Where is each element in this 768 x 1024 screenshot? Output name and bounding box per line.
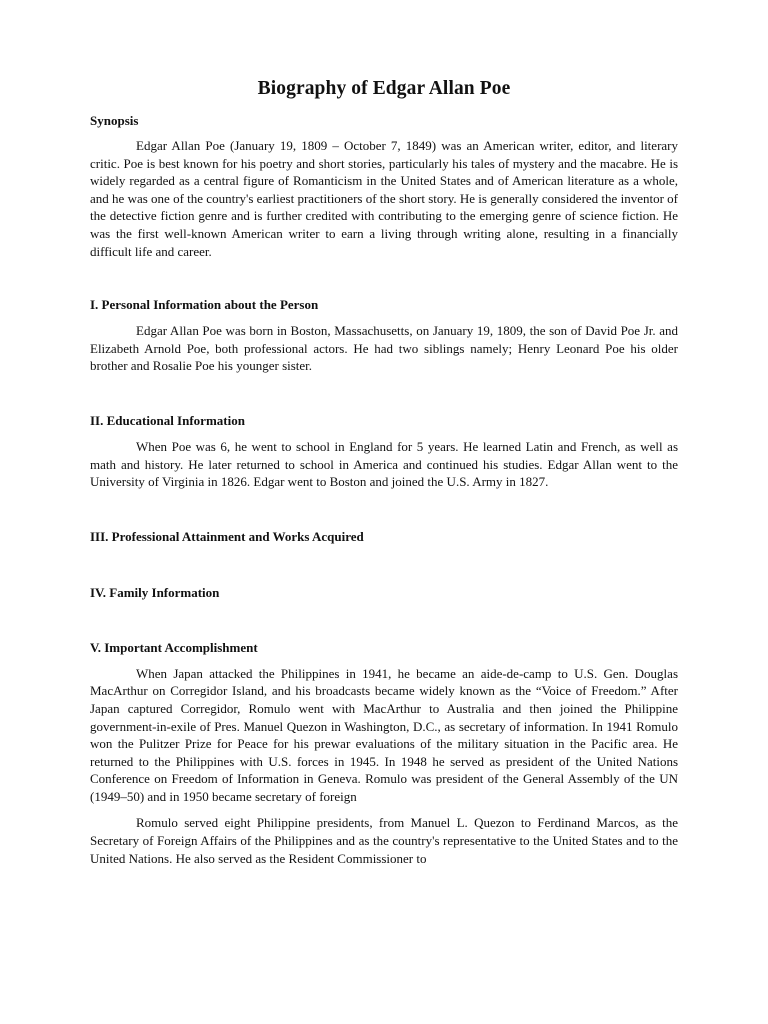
paragraph-personal-information: Edgar Allan Poe was born in Boston, Massachusetts, on January 19, 1809, the son of David Poe Jr. and Elizabeth Arnold Poe, both professional actors. He had two siblings namely; Henry Leonard Poe his older brother and Rosalie Poe his younger sister.	[90, 323, 678, 374]
section-heading-synopsis: Synopsis	[90, 113, 139, 128]
paragraph-educational-information: When Poe was 6, he went to school in England for 5 years. He learned Latin and French, as well as math and history. He later returned to school in America and continued his studies. Edgar Allan went to the University of Virginia in 1826. Edgar went to Boston and joined the U.S. Army in 1827.	[90, 438, 678, 490]
document-title: Biography of Edgar Allan Poe	[257, 78, 511, 99]
section-heading-family-information: IV. Family Information	[90, 584, 220, 600]
section-important-accomplishment	[90, 639, 678, 868]
section-heading-professional-attainment: III. Professional Attainment and Works Acquired	[90, 528, 364, 544]
section-personal-information	[90, 296, 678, 375]
paragraph-accomplishment-1: When Japan attacked the Philippines in 1941, he became an aide-de-camp to U.S. Gen. Douglas MacArthur on Corregidor Island, and his broadcasts became widely known as the “Voice of Freedom.” After Japan captured Corregidor, Romulo went with MacArthur to Australia and then joined the Philippine government-in-exile of Pres. Manuel Quezon in Washington, D.C., as secretary of information. In 1941 Romulo won the Pulitzer Prize for Peace for his prewar evaluations of the military situation in the Pacific area. He returned to the Philippines with U.S. forces in 1945. In 1948 he served as president of the United Nations Conference on Freedom of Information in Geneva. Romulo was president of the General Assembly of the UN (1949–50) and in 1950 became secretary of foreign	[90, 665, 678, 804]
section-heading-personal-information: I. Personal Information about the Person	[90, 297, 319, 313]
paragraph-accomplishment-2: Romulo served eight Philippine presidents, from Manuel L. Quezon to Ferdinand Marcos, as the Secretary of Foreign Affairs of the Philippines and as the country's representative to the United States and to the United Nations. He also served as the Resident Commissioner to	[90, 815, 678, 866]
section-family-information	[90, 584, 678, 601]
section-synopsis	[90, 112, 678, 260]
section-educational-information	[90, 412, 678, 491]
section-heading-important-accomplishment: V. Important Accomplishment	[90, 639, 258, 655]
section-professional-attainment	[90, 528, 678, 545]
paragraph-synopsis: Edgar Allan Poe (January 19, 1809 – October 7, 1849) was an American writer, editor, and literary critic. Poe is best known for his poetry and short stories, particularly his tales of mystery and the macabre. He is widely regarded as a central figure of Romanticism in the United States and of American literature as a whole, and he was one of the country's earliest practitioners of the short story. He is generally considered the inventor of the detective fiction genre and is further credited with contributing to the emerging genre of science fiction. He was the first well-known American writer to earn a living through writing alone, resulting in a financially difficult life and career.	[90, 138, 678, 259]
section-heading-educational-information: II. Educational Information	[90, 412, 245, 428]
